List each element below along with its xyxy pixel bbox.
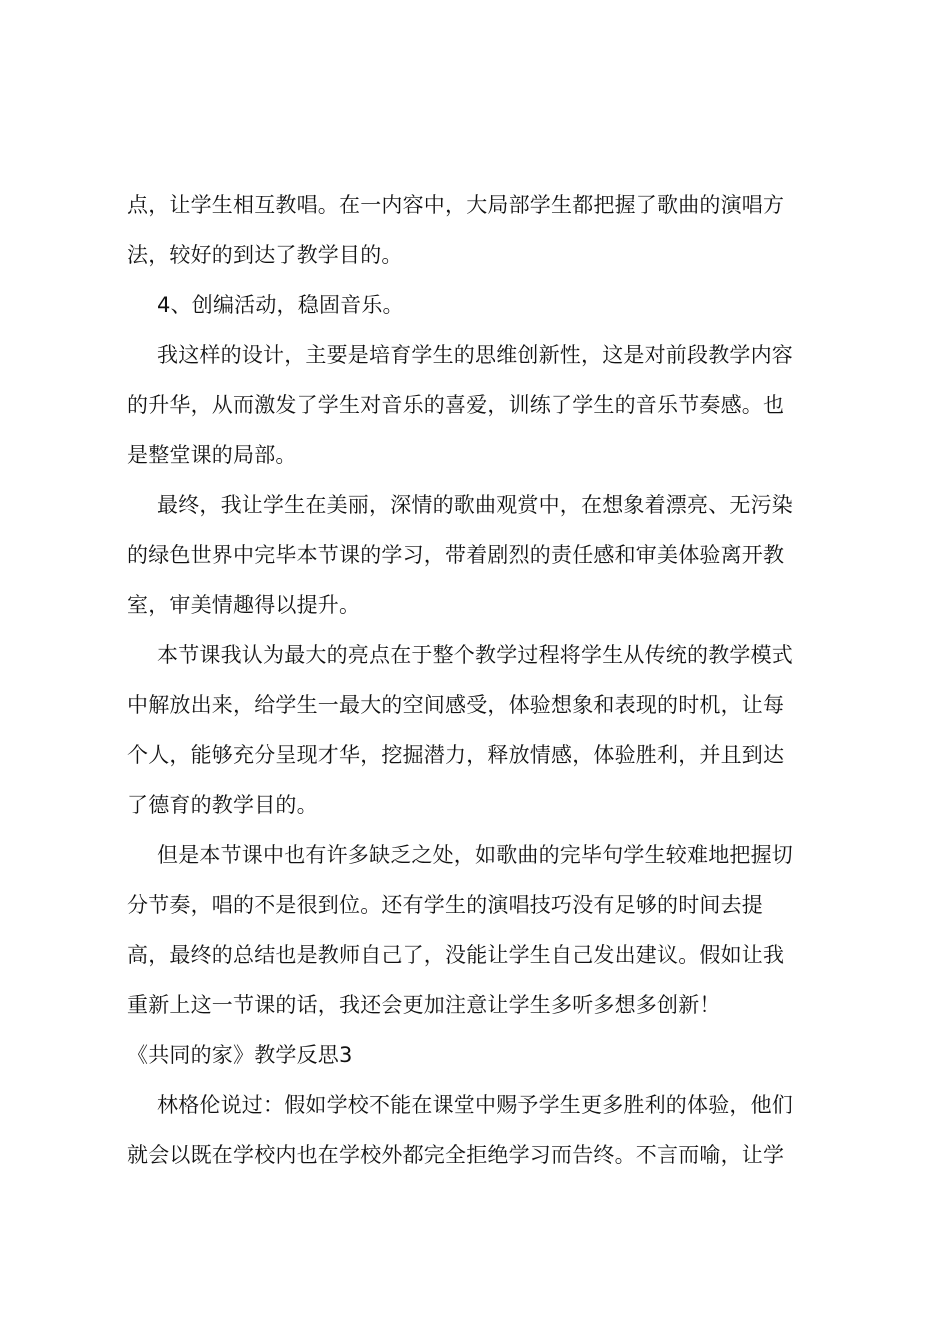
body-line: 我这样的设计，主要是培育学生的思维创新性，这是对前段教学内容	[157, 343, 793, 367]
section-title: 《共同的家》教学反思3	[127, 1043, 353, 1067]
body-line: 个人，能够充分呈现才华，挖掘潜力，释放情感，体验胜利，并且到达	[127, 743, 785, 767]
body-line: 最终，我让学生在美丽，深情的歌曲观赏中，在想象着漂亮、无污染	[157, 493, 793, 517]
body-line: 法，较好的到达了教学目的。	[127, 243, 403, 267]
body-line: 重新上这一节课的话，我还会更加注意让学生多听多想多创新！	[127, 993, 721, 1017]
document-body	[127, 180, 832, 1180]
body-line: 高，最终的总结也是教师自己了，没能让学生自己发出建议。假如让我	[127, 943, 785, 967]
body-line: 分节奏，唱的不是很到位。还有学生的演唱技巧没有足够的时间去提	[127, 893, 763, 917]
body-line: 本节课我认为最大的亮点在于整个教学过程将学生从传统的教学模式	[157, 643, 793, 667]
body-line: 中解放出来，给学生一最大的空间感受，体验想象和表现的时机，让每	[127, 693, 785, 717]
body-line: 林格伦说过：假如学校不能在课堂中赐予学生更多胜利的体验，他们	[157, 1093, 793, 1117]
body-line: 的升华，从而激发了学生对音乐的喜爱，训练了学生的音乐节奏感。也	[127, 393, 785, 417]
body-line: 点，让学生相互教唱。在一内容中，大局部学生都把握了歌曲的演唱方	[127, 193, 785, 217]
body-line: 但是本节课中也有许多缺乏之处，如歌曲的完毕句学生较难地把握切	[157, 843, 793, 867]
section-heading-4: 4、创编活动，稳固音乐。	[157, 293, 404, 317]
body-line: 是整堂课的局部。	[127, 443, 297, 467]
body-line: 的绿色世界中完毕本节课的学习，带着剧烈的责任感和审美体验离开教	[127, 543, 785, 567]
body-line: 了德育的教学目的。	[127, 793, 318, 817]
body-line: 室，审美情趣得以提升。	[127, 593, 361, 617]
body-line: 就会以既在学校内也在学校外都完全拒绝学习而告终。不言而喻，让学	[127, 1143, 785, 1167]
